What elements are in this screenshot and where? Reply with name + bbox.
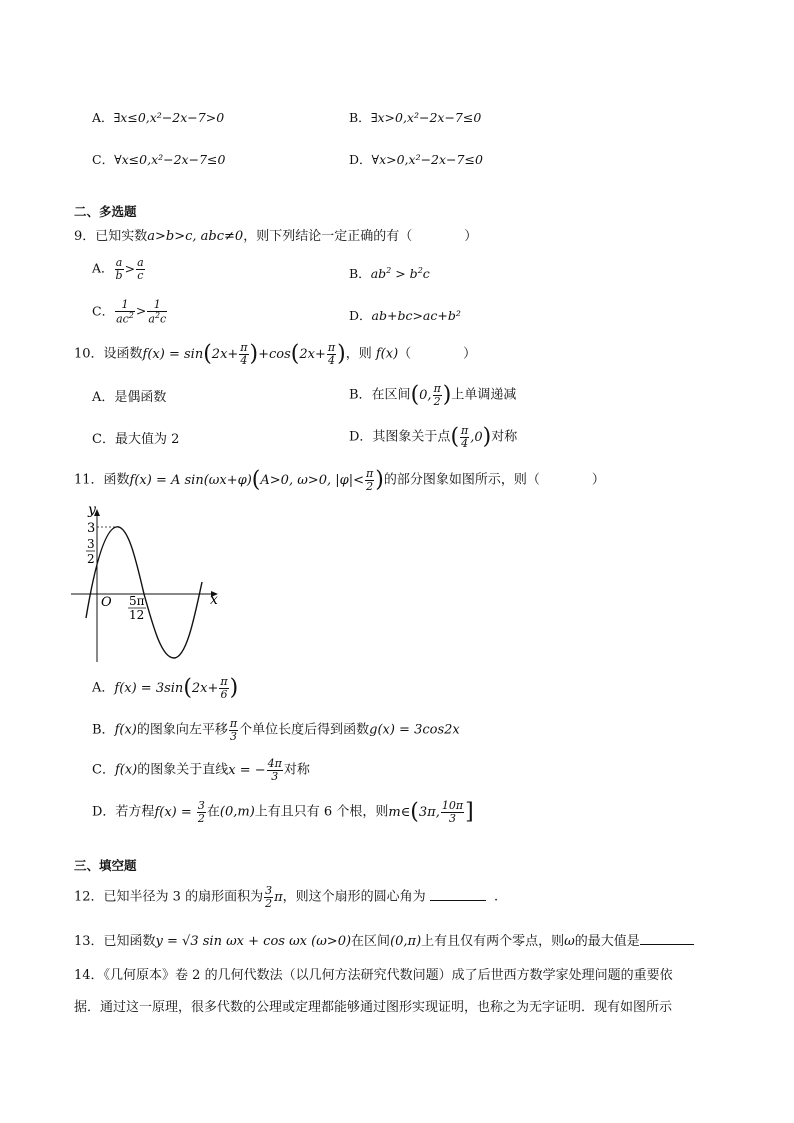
y-axis-label: y [88, 502, 96, 518]
q10-option-c: C．最大值为 2 [92, 432, 180, 447]
x-tick-den: 12 [129, 608, 145, 622]
q12-answer-blank[interactable] [430, 888, 486, 901]
origin-label: O [101, 595, 112, 610]
q10-option-a: A．是偶函数 [92, 390, 167, 405]
q8-option-c: C．∀x≤0,x²−2x−7≤0 [92, 152, 226, 167]
q9-option-b: B．$ab^2 > b^2c$ [349, 266, 430, 282]
section-heading-fill-in: 三、填空题 [74, 858, 137, 873]
q8-option-d: D．∀x>0,x²−2x−7≤0 [349, 152, 483, 167]
q9-option-d: D．ab+bc>ac+b² [349, 308, 461, 323]
q14-line-1: 14．《几何原本》卷 2 的几何代数法（以几何方法研究代数问题）成了后世西方数学家处理问题的重要依 [74, 968, 673, 983]
q13-answer-blank[interactable] [640, 932, 694, 945]
y-tick-half-num: 3 [87, 537, 95, 551]
q11-stem: 11．函数f(x) = A sin(ωx+φ)(A>0, ω>0, |φ|< $\frac{\pi}{2}$ )的部分图象如图所示，则（ ） [74, 467, 605, 493]
q9-stem: 9．已知实数a>b>c, abc≠0，则下列结论一定正确的有（ ） [74, 229, 478, 244]
x-axis-label: x [210, 592, 218, 608]
q13-stem: 13．已知函数y = √3 sin ωx + cos ωx (ω>0)在区间(0,π)上有且仅有两个零点，则ω的最大值是 [74, 932, 694, 950]
q9-option-c: C． $\frac{1}{ac^2}$ > $\frac{1}{a^2c}$ [92, 298, 167, 326]
q14-line-2: 据．通过这一原理，很多代数的公理或定理都能够通过图形实现证明，也称之为无字证明．现有如图所示 [74, 1000, 673, 1015]
q10-option-b: B．在区间(0, $\frac{\pi}{2}$ )上单调递减 [349, 382, 517, 408]
q10-stem: 10．设函数f(x) = sin(2x+ $\frac{\pi}{4}$ )+cos(2x+ $\frac{\pi}{4}$ )，则 f(x)（ ） [74, 341, 477, 367]
q11-function-graph [66, 500, 226, 670]
y-tick-half-den: 2 [87, 552, 95, 566]
q11-option-b: B．f(x)的图象向左平移 $\frac{\pi}{3}$ 个单位长度后得到函数g(x) = 3cos2x [92, 717, 460, 743]
q10-option-d: D．其图象关于点( $\frac{\pi}{4}$ ,0)对称 [349, 424, 518, 450]
q11-option-d: D．若方程f(x) = $\frac{3}{2}$ 在(0,m)上有且只有 6 个根，则m∈(3π, $\frac{10\pi}{3}$ ] [92, 799, 474, 825]
q8-option-b: B．∃x>0,x²−2x−7≤0 [349, 110, 482, 125]
q12-stem: 12．已知半径为 3 的扇形面积为 $\frac{3}{2}$ π，则这个扇形的圆心角为 . [74, 884, 499, 910]
section-heading-multi-choice: 二、多选题 [74, 204, 137, 219]
sine-curve [86, 527, 202, 658]
q9-option-a: A． $\frac{a}{b}$ > $\frac{a}{c}$ [92, 256, 144, 282]
q8-option-a: A．∃x≤0,x²−2x−7>0 [92, 110, 225, 125]
q11-option-c: C．f(x)的图象关于直线x = − $\frac{4\pi}{3}$ 对称 [92, 757, 310, 783]
x-tick-num: 5π [129, 594, 145, 608]
q11-option-a: A．f(x) = 3sin(2x+ $\frac{\pi}{6}$ ) [92, 675, 239, 701]
y-tick-3: 3 [87, 521, 96, 536]
